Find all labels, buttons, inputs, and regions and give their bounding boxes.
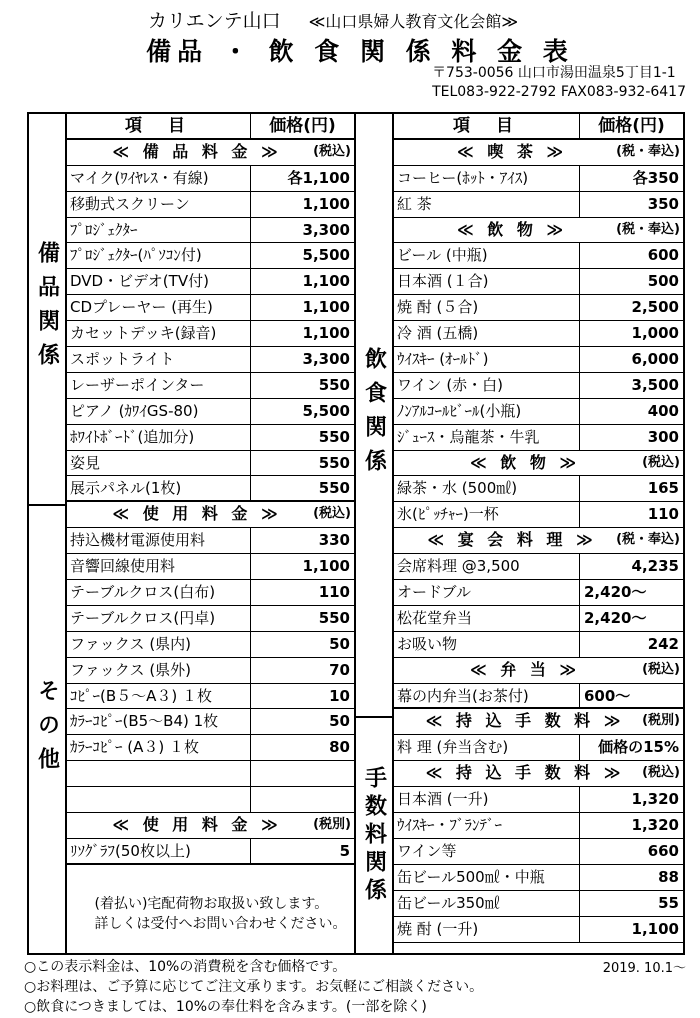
delivery-note xyxy=(67,875,354,953)
item-name: 持込機材電源使用料 xyxy=(70,531,206,550)
section-title: ≪ 持 込 手 数 料 ≫ xyxy=(425,763,625,783)
item-price: 55 xyxy=(579,891,683,916)
right-price-table xyxy=(356,112,685,955)
item-price: 5,500 xyxy=(250,399,354,424)
item-price: 価格の15% xyxy=(579,735,683,760)
item-price: 242 xyxy=(579,632,683,657)
section-fee-2 xyxy=(394,761,683,787)
item-name: ﾎﾜｲﾄﾎﾞｰﾄﾞ(追加分) xyxy=(70,427,195,446)
item-name: ｳｲｽｷｰ・ﾌﾞﾗﾝﾃﾞｰ xyxy=(397,816,503,835)
price-row xyxy=(67,425,354,451)
item-name: ﾉﾝｱﾙｺｰﾙﾋﾞｰﾙ(小瓶) xyxy=(397,401,522,420)
col-item-header: 項 目 xyxy=(125,116,195,136)
section-title: ≪ 飲 物 ≫ xyxy=(469,452,581,472)
item-name: 音響回線使用料 xyxy=(70,557,176,576)
tax-label: (税込) xyxy=(642,454,680,470)
item-price: 70 xyxy=(250,658,354,683)
item-name: ピアノ (ｶﾜｲGS-80) xyxy=(70,401,199,420)
item-name: 展示パネル(1枚) xyxy=(70,479,182,498)
price-row xyxy=(394,580,683,606)
item-name: マイク(ﾜｲﾔﾚｽ・有線) xyxy=(70,168,209,187)
price-row xyxy=(67,735,354,761)
item-price: 165 xyxy=(579,476,683,501)
item-price: 550 xyxy=(250,451,354,476)
item-price: 3,300 xyxy=(250,218,354,243)
price-row xyxy=(394,632,683,658)
price-row xyxy=(394,735,683,761)
col-price-header: 価格(円) xyxy=(579,114,683,138)
price-row xyxy=(394,321,683,347)
section-banquet xyxy=(394,528,683,554)
item-name: ファックス (県内) xyxy=(70,634,192,653)
item-price: 3,300 xyxy=(250,347,354,372)
empty-row xyxy=(67,787,354,813)
item-price: 1,100 xyxy=(579,917,683,942)
item-name: 料 理 (弁当含む) xyxy=(397,738,509,757)
item-name: ｶﾗｰｺﾋﾟｰ(B5～B4) 1枚 xyxy=(70,712,219,731)
postal-address: 〒753-0056 山口市湯田温泉5丁目1-1 xyxy=(432,65,676,81)
item-price: 660 xyxy=(579,839,683,864)
item-name: テーブルクロス(円卓) xyxy=(70,608,216,627)
price-row xyxy=(394,891,683,917)
footer-note: ○お料理は、ご予算に応じてご注文承ります。お気軽にご相談ください。 xyxy=(24,979,484,995)
category-other: その他 xyxy=(29,506,67,953)
item-name: ワイン (赤・白) xyxy=(397,375,504,394)
category-equipment: 備品関係 xyxy=(29,114,67,506)
price-row xyxy=(394,243,683,269)
left-price-table xyxy=(27,112,356,955)
section-usage xyxy=(67,502,354,528)
item-name: 缶ビール350㎖ xyxy=(397,893,500,912)
price-row xyxy=(394,787,683,813)
item-price: 2,420～ xyxy=(579,580,683,605)
price-row xyxy=(394,839,683,865)
tax-label: (税別) xyxy=(642,713,680,729)
price-row xyxy=(67,347,354,373)
price-row xyxy=(67,580,354,606)
item-price: 550 xyxy=(250,606,354,631)
item-price: 50 xyxy=(250,632,354,657)
price-row xyxy=(67,269,354,295)
item-name: 焼 酎 (一升) xyxy=(397,919,479,938)
item-name: レーザーポインター xyxy=(70,375,205,394)
section-equipment xyxy=(67,140,354,166)
note-line: (着払い)宅配荷物お取扱い致します。 xyxy=(94,896,329,912)
price-row xyxy=(394,373,683,399)
page-title: 備品 ・ 飲 食 関 係 料 金 表 xyxy=(146,37,574,66)
item-name: 氷(ﾋﾟｯﾁｬｰ)一杯 xyxy=(397,505,499,524)
item-price: 1,320 xyxy=(579,787,683,812)
org-name: カリエンテ山口 xyxy=(148,10,281,32)
section-title: ≪ 持 込 手 数 料 ≫ xyxy=(425,711,625,731)
price-row xyxy=(67,373,354,399)
price-row xyxy=(394,554,683,580)
item-price: 500 xyxy=(579,269,683,294)
section-title: ≪ 備 品 料 金 ≫ xyxy=(112,141,282,161)
item-price: 1,100 xyxy=(250,321,354,346)
price-row xyxy=(394,813,683,839)
item-price: 300 xyxy=(579,425,683,450)
item-name: 紅 茶 xyxy=(397,194,432,213)
price-row xyxy=(67,528,354,554)
item-name: ｼﾞｭｰｽ・烏龍茶・牛乳 xyxy=(397,427,540,446)
price-row xyxy=(394,347,683,373)
item-name: 焼 酎 (５合) xyxy=(397,298,479,317)
tax-label: (税込) xyxy=(642,765,680,781)
item-price: 350 xyxy=(579,192,683,217)
item-name: ファックス (県外) xyxy=(70,660,192,679)
price-row xyxy=(394,606,683,632)
tax-label: (税込) xyxy=(642,661,680,677)
item-name: 移動式スクリーン xyxy=(70,194,190,213)
price-row xyxy=(67,684,354,710)
item-name: スポットライト xyxy=(70,350,175,369)
item-name: ﾘｿｸﾞﾗﾌ(50枚以上) xyxy=(70,841,191,860)
item-name: ビール (中瓶) xyxy=(397,246,488,265)
col-price-header: 価格(円) xyxy=(250,114,354,138)
item-name: 冷 酒 (五橋) xyxy=(397,324,479,343)
price-row xyxy=(67,166,354,192)
item-name: ﾌﾟﾛｼﾞｪｸﾀｰ(ﾊﾟｿｺﾝ付) xyxy=(70,246,202,265)
price-row xyxy=(394,865,683,891)
item-name: CDプレーヤー (再生) xyxy=(70,298,213,317)
item-name: 缶ビール500㎖・中瓶 xyxy=(397,867,545,886)
item-price: 550 xyxy=(250,476,354,500)
item-name: ｶﾗｰｺﾋﾟｰ (A３) １枚 xyxy=(70,738,200,757)
item-price: 5 xyxy=(250,839,354,863)
item-price: 各1,100 xyxy=(250,166,354,191)
price-row xyxy=(67,218,354,244)
tax-label: (税・奉込) xyxy=(616,143,680,159)
price-row xyxy=(394,269,683,295)
phone-fax: TEL083-922-2792 FAX083-932-6417 xyxy=(432,84,686,100)
price-row xyxy=(67,606,354,632)
price-row xyxy=(67,399,354,425)
tax-label: (税・奉込) xyxy=(616,221,680,237)
item-name: 日本酒 (一升) xyxy=(397,790,489,809)
section-title: ≪ 喫 茶 ≫ xyxy=(456,141,568,161)
item-name: テーブルクロス(白布) xyxy=(70,583,216,602)
item-price: 4,235 xyxy=(579,554,683,579)
price-row xyxy=(67,839,354,865)
item-name: ｳｲｽｷｰ (ｵｰﾙﾄﾞ) xyxy=(397,350,489,369)
item-price: 110 xyxy=(579,502,683,527)
item-name: お吸い物 xyxy=(397,634,458,653)
address-block xyxy=(432,64,686,102)
item-price: 600 xyxy=(579,243,683,268)
item-price: 400 xyxy=(579,399,683,424)
item-price: 1,000 xyxy=(579,321,683,346)
price-row xyxy=(67,632,354,658)
item-price: 110 xyxy=(250,580,354,605)
item-price: 80 xyxy=(250,735,354,760)
item-price: 各350 xyxy=(579,166,683,191)
price-row xyxy=(67,658,354,684)
category-food: 飲食関係 xyxy=(356,114,394,718)
section-cafe xyxy=(394,140,683,166)
right-grid xyxy=(394,114,683,943)
item-price: 330 xyxy=(250,528,354,553)
section-title: ≪ 宴 会 料 理 ≫ xyxy=(427,530,597,550)
item-price: 88 xyxy=(579,865,683,890)
price-row xyxy=(394,476,683,502)
item-price: 550 xyxy=(250,373,354,398)
item-price: 600～ xyxy=(579,684,683,708)
item-price: 1,100 xyxy=(250,269,354,294)
section-title: ≪ 使 用 料 金 ≫ xyxy=(112,504,282,524)
item-price: 2,420～ xyxy=(579,606,683,631)
item-name: オードブル xyxy=(397,583,471,602)
price-row xyxy=(394,502,683,528)
item-price: 1,100 xyxy=(250,554,354,579)
note-line: 詳しくは受付へお問い合わせください。 xyxy=(94,916,347,932)
left-grid xyxy=(67,114,354,865)
price-row xyxy=(394,192,683,218)
item-name: コーヒー(ﾎｯﾄ・ｱｲｽ) xyxy=(397,168,529,187)
empty-row xyxy=(67,761,354,787)
item-name: ﾌﾟﾛｼﾞｪｸﾀｰ xyxy=(70,220,138,239)
price-row xyxy=(67,192,354,218)
item-price: 6,000 xyxy=(579,347,683,372)
item-name: ワイン等 xyxy=(397,841,457,860)
item-name: 会席料理 @3,500 xyxy=(397,557,520,576)
item-name: 幕の内弁当(お茶付) xyxy=(397,686,529,705)
item-price: 10 xyxy=(250,684,354,709)
header-org-line xyxy=(148,6,518,33)
section-title: ≪ 使 用 料 金 ≫ xyxy=(112,815,282,835)
price-row xyxy=(394,684,683,710)
tax-label: (税込) xyxy=(313,143,351,159)
item-name: 日本酒 (１合) xyxy=(397,272,489,291)
footer-notes xyxy=(24,957,483,1017)
item-price: 5,500 xyxy=(250,243,354,268)
price-row xyxy=(67,295,354,321)
price-row xyxy=(67,554,354,580)
section-drinks-2 xyxy=(394,451,683,477)
item-price: 1,100 xyxy=(250,192,354,217)
effective-date: 2019. 10.1～ xyxy=(602,961,686,976)
price-row xyxy=(67,451,354,477)
item-name: ｺﾋﾟｰ(B５～A３) １枚 xyxy=(70,686,213,705)
price-row xyxy=(67,243,354,269)
price-row xyxy=(67,321,354,347)
footer-note: ○この表示料金は、10%の消費税を含む価格です。 xyxy=(24,959,347,975)
price-row xyxy=(394,295,683,321)
item-price: 2,500 xyxy=(579,295,683,320)
section-title: ≪ 飲 物 ≫ xyxy=(456,219,568,239)
col-item-header: 項 目 xyxy=(453,116,523,136)
left-header-row xyxy=(67,114,354,140)
section-bento xyxy=(394,658,683,684)
section-fee xyxy=(394,709,683,735)
item-name: 松花堂弁当 xyxy=(397,608,473,627)
price-row xyxy=(67,709,354,735)
tax-label: (税込) xyxy=(313,506,351,522)
right-header-row xyxy=(394,114,683,140)
price-row xyxy=(394,917,683,943)
item-price: 1,320 xyxy=(579,813,683,838)
item-name: 緑茶・水 (500㎖) xyxy=(397,479,518,498)
venue-name: ≪山口県婦人教育文化会館≫ xyxy=(308,12,519,31)
footer-note: ○飲食につきましては、10%の奉仕料を含みます。(一部を除く) xyxy=(24,999,427,1015)
item-price: 1,100 xyxy=(250,295,354,320)
category-fee: 手数料関係 xyxy=(356,718,394,953)
item-name: カセットデッキ(録音) xyxy=(70,324,217,343)
item-price: 550 xyxy=(250,425,354,450)
price-row xyxy=(67,476,354,502)
item-price: 50 xyxy=(250,709,354,734)
price-row xyxy=(394,425,683,451)
item-price: 3,500 xyxy=(579,373,683,398)
price-row xyxy=(394,166,683,192)
item-name: 姿見 xyxy=(70,453,101,472)
price-row xyxy=(394,399,683,425)
section-title: ≪ 弁 当 ≫ xyxy=(469,659,581,679)
section-usage-2 xyxy=(67,813,354,839)
tax-label: (税・奉込) xyxy=(616,532,680,548)
item-name: DVD・ビデオ(TV付) xyxy=(70,272,209,291)
tax-label: (税別) xyxy=(313,817,351,833)
section-drinks xyxy=(394,218,683,244)
